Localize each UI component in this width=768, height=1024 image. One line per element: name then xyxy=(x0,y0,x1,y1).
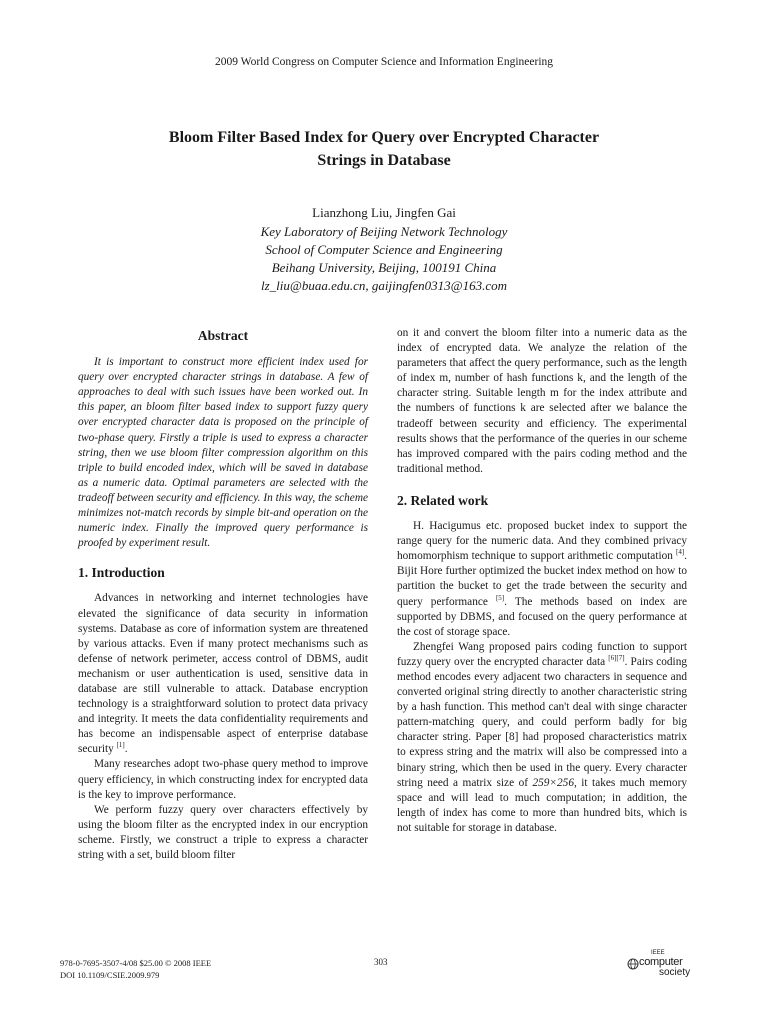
footer-publication-info xyxy=(60,957,211,981)
affiliation-lab: Key Laboratory of Beijing Network Technology xyxy=(260,224,508,239)
page-number: 303 xyxy=(374,957,388,967)
related-work-heading: 2. Related work xyxy=(397,492,489,508)
citation-ref: [6][7] xyxy=(608,654,625,663)
paper-title xyxy=(100,126,668,172)
citation-ref: [5] xyxy=(495,593,505,602)
author-block xyxy=(0,204,768,295)
logo-ieee-text: IEEE xyxy=(651,950,665,956)
affiliation-school: School of Computer Science and Engineering xyxy=(265,242,503,257)
citation-ref: [4] xyxy=(676,548,685,557)
introduction-continuation: on it and convert the bloom filter into a numeric data as the index of encrypted data. We analyze the relation of the parameters that affect the query performance, such as the length of index m, number of hash functions k, and the length of the character string. Suitable length m for the index attribute and the numbers of functions k are selected after we balance the tradeoff between security and efficiency. The experimental results shows that the performance of the queries in our scheme has improved compared with the pairs coding method and the traditional method. xyxy=(397,327,687,475)
introduction-paragraph-2: Many researches adopt two-phase query method to improve query efficiency, in which constructing index for encrypted data is the key to improve performance. xyxy=(78,758,368,801)
right-column xyxy=(397,326,687,836)
author-emails: lz_liu@buaa.edu.cn, gaijingfen0313@163.com xyxy=(261,278,507,293)
abstract-heading: Abstract xyxy=(197,328,249,343)
title-line-2: Strings in Database xyxy=(317,152,451,169)
globe-icon xyxy=(627,958,639,970)
citation-ref: [1] xyxy=(116,741,125,750)
footer-isbn: 978-0-7695-3507-4/08 $25.00 © 2008 IEEE xyxy=(60,958,212,968)
author-names: Lianzhong Liu, Jingfen Gai xyxy=(312,205,456,220)
related-work-paragraph-1: H. Hacigumus etc. proposed bucket index to support the range query for the numeric data. And they combined privacy homomorphism technique to support arithmetic computation [4]. Bijit Hore further optimized the bucket index method on how to partition the bucket to get the trade between the security and query performance [5]. The methods based on index are supported by DBMS, and focused on the query performance at the cost of storage space. xyxy=(397,520,687,638)
related-work-paragraph-2: Zhengfei Wang proposed pairs coding function to support fuzzy query over the encrypted character data [6][7]. Pairs coding method encodes every adjacent two characters in sequence and converted original string directly to another characteristic string by a hash function. This method can't deal with singe character pattern-matching query, and could perform badly for big character string. Paper [8] had proposed characteristics matrix to express string and the matrix will also be compressed into a binary string, which then be used in the query. Every character string need a matrix size of 259×256, it takes much memory space and will lead to much computation; in addition, the length of index has come to more than hundred bits, which is not suitable for storage in database. xyxy=(397,640,687,834)
abstract-text: It is important to construct more efficient index used for query over encrypted character strings in database. A few of approaches to deal with such issues have been worked out. In this paper, an bloom filter based index to support fuzzy query over encrypted character data is proposed on the principle of two-phase query. Firstly a triple is used to express a character string, then we use bloom filter compression algorithm on this triple to build encoded index, which will be saved in database as a numeric data. Optimal parameters are selected with the tradeoff between security and efficiency. In this way, the scheme minimizes not-match records by simple bit-and operation on the numeric index. Finally the improved query performance is proofed by experiment result. xyxy=(78,356,368,550)
affiliation-university: Beihang University, Beijing, 100191 China xyxy=(271,260,497,275)
introduction-paragraph-3: We perform fuzzy query over characters effectively by using the bloom filter as the encrypted index in our encryption scheme. Firstly, we construct a triple to express a character string with a set, build bloom filter xyxy=(78,803,368,861)
footer-doi: DOI 10.1109/CSIE.2009.979 xyxy=(60,970,160,980)
title-line-1: Bloom Filter Based Index for Query over Encrypted Character xyxy=(168,129,600,146)
introduction-heading: 1. Introduction xyxy=(78,565,165,581)
conference-header: 2009 World Congress on Computer Science and Information Engineering xyxy=(214,56,554,68)
logo-computer-text: computer xyxy=(639,956,683,968)
ieee-computer-society-logo xyxy=(627,950,707,980)
logo-society-text: society xyxy=(659,967,691,978)
left-column xyxy=(78,326,368,863)
matrix-size: 259×256 xyxy=(532,776,574,789)
introduction-paragraph-1: Advances in networking and internet technologies have elevated the significance of data security in information systems. Database as core of information system are threatened by various attacks. Even if many protect mechanisms such as defense of network perimeter, access control of DBMS, audit mechanism or user authentication is used, sensitive data in database are still vulnerable to attack. Database encryption technology is a straightforward solution to protect data privacy and integrity. It meets the data confidentiality requirements and has become an indispensable aspect of enterprise database security [1]. xyxy=(78,592,368,756)
